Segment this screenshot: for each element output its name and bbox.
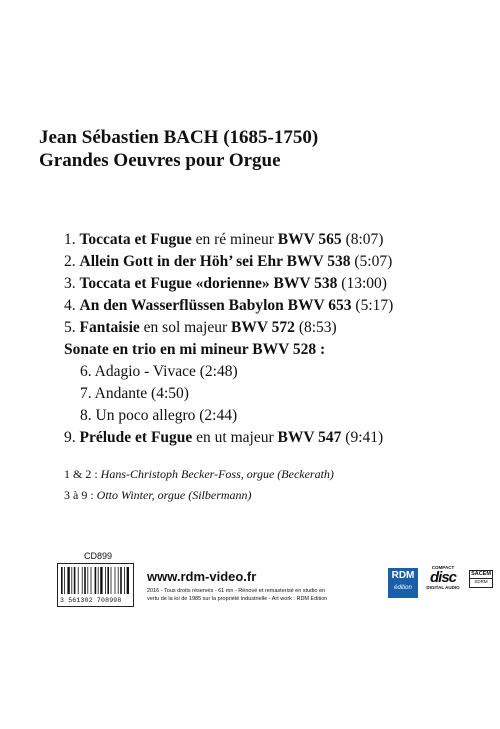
track-8: 8. Un poco allegro (2:44) [80, 407, 238, 424]
footer [57, 551, 491, 604]
track-4: 4. An den Wasserflüssen Babylon BWV 653 (5:17) [64, 297, 394, 314]
track-6: 6. Adagio - Vivace (2:48) [80, 363, 238, 380]
track-5: 5. Fantaisie en sol majeur BWV 572 (8:53) [64, 319, 337, 336]
legal-notice: 2016 - Tous droits réservés - 61 mn - Rénové et remasterisé en studio en vertu de la loi de 1985 sur la propriété industrielle - Art work : RDM Edition [147, 588, 328, 602]
track-1: 1. Toccata et Fugue en ré mineur BWV 565 (8:07) [64, 231, 384, 248]
performer-row: 3 à 9 : Otto Winter, orgue (Silbermann) [64, 488, 252, 502]
performer-row: 1 & 2 : Hans-Christoph Becker-Foss, orgue (Beckerath) [64, 467, 334, 481]
compact-disc-logo-icon: COMPACT disc DIGITAL AUDIO [426, 565, 460, 590]
tracklist [64, 229, 494, 449]
performers [64, 464, 494, 506]
track-9: 9. Prélude et Fugue en ut majeur BWV 547 (9:41) [64, 429, 384, 446]
website-link[interactable]: www.rdm-video.fr [147, 569, 257, 584]
sacem-logo-icon: SACEM SDRM [469, 570, 493, 588]
rdm-logo-icon: RDM édition [388, 568, 418, 598]
album-title: Grandes Oeuvres pour Orgue [39, 150, 281, 171]
track-2: 2. Allein Gott in der Höh’ sei Ehr BWV 538 (5:07) [64, 253, 393, 270]
album-header [39, 126, 318, 172]
sonata-group-title: Sonate en trio en mi mineur BWV 528 : [64, 341, 326, 358]
barcode-digits: 3 561302 708998 [60, 597, 122, 604]
catalog-number: CD899 [84, 551, 113, 561]
track-3: 3. Toccata et Fugue «dorienne» BWV 538 (13:00) [64, 275, 387, 292]
composer-title: Jean Sébastien BACH (1685-1750) [39, 127, 319, 148]
track-7: 7. Andante (4:50) [80, 385, 189, 402]
barcode-bars-icon [58, 564, 133, 596]
barcode [57, 563, 134, 607]
